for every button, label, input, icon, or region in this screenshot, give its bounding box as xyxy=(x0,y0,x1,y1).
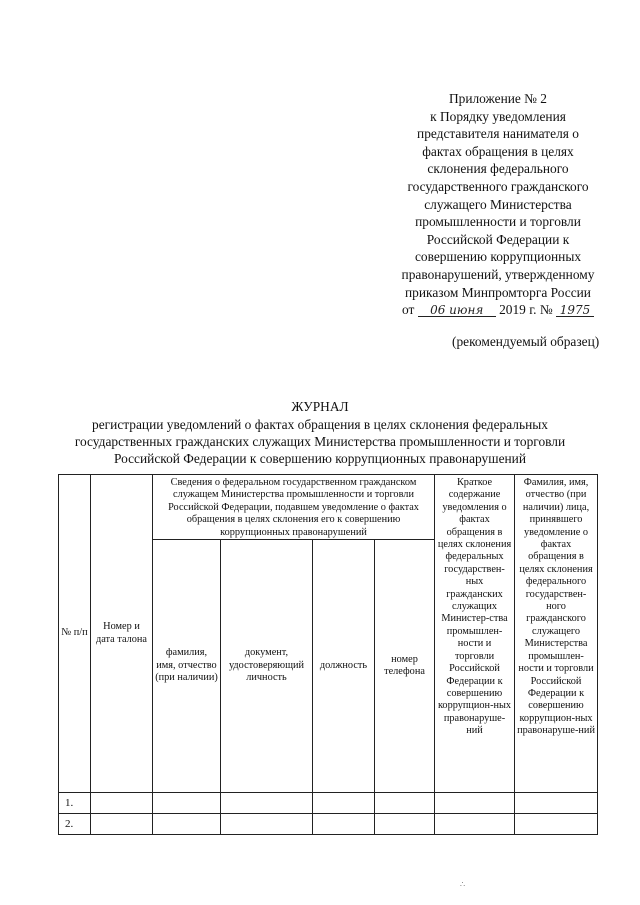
appendix-line: совершению коррупционных xyxy=(414,249,582,265)
appendix-line: приказом Минпромторга России xyxy=(405,284,591,300)
table-cell xyxy=(375,814,435,835)
subheader-position: должность xyxy=(313,540,375,793)
journal-table xyxy=(58,474,598,835)
journal-subtitle-line: регистрации уведомлений о фактах обращения в целях склонения федеральных xyxy=(92,417,548,432)
table-cell xyxy=(515,793,598,814)
order-date-line xyxy=(398,301,598,319)
appendix-line: к Порядку уведомления xyxy=(430,108,566,124)
table-cell xyxy=(153,793,221,814)
table-cell xyxy=(375,793,435,814)
header-receiver: Фамилия, имя, отчество (при наличии) лица, принявшего уведомление о фактах обращения в целях склонения федерального государствен-ного гражданского служащего Министерства промышлен-ности и торговли Российской Федерации к совершению коррупцион-ных правонаруше-ний xyxy=(515,475,598,793)
journal-title: ЖУРНАЛ xyxy=(291,399,349,414)
row-number: 1. xyxy=(59,793,91,814)
appendix-line: представителя нанимателя о xyxy=(417,126,579,142)
table-row xyxy=(59,814,598,835)
appendix-line: фактах обращения в целях xyxy=(422,143,574,159)
table-cell xyxy=(221,793,313,814)
subheader-document: документ, удостоверяющий личность xyxy=(221,540,313,793)
table-cell xyxy=(221,814,313,835)
table-cell xyxy=(313,793,375,814)
header-employee-info: Сведения о федеральном государственном гражданском служащем Министерства промышленности и торговли Российской Федерации, подавшем уведомление о фактах обращения в целях склонения его к совершению коррупционных правонарушений xyxy=(153,475,435,540)
appendix-line: государственного гражданского xyxy=(407,178,589,194)
appendix-line: Российской Федерации к xyxy=(426,231,570,247)
table-row xyxy=(59,793,598,814)
row-number: 2. xyxy=(59,814,91,835)
sample-label: (рекомендуемый образец) xyxy=(452,334,600,349)
table-cell xyxy=(515,814,598,835)
appendix-line: склонения федерального xyxy=(427,161,569,177)
handwritten-date: 06 июня xyxy=(418,304,496,317)
header-summary: Краткое содержание уведомления о фактах обращения в целях склонения федеральных государствен-ных гражданских служащих Министер-ства промышлен-ности и торговли Российской Федерации к совершению коррупцион-ных правонаруше-ний xyxy=(435,475,515,793)
header-number: № п/п xyxy=(59,475,91,793)
handwritten-number: 1975 xyxy=(556,304,594,317)
subheader-fio: фамилия, имя, отчество (при наличии) xyxy=(153,540,221,793)
table-cell xyxy=(153,814,221,835)
appendix-line: служащего Министерства xyxy=(424,196,572,212)
table-cell xyxy=(313,814,375,835)
table-cell xyxy=(91,793,153,814)
appendix-block xyxy=(398,90,598,319)
journal-subtitle-line: государственных гражданских служащих Министерства промышленности и торговли xyxy=(74,434,566,449)
appendix-line: промышленности и торговли xyxy=(415,214,581,230)
table-cell xyxy=(435,814,515,835)
date-prefix: от xyxy=(401,302,415,318)
table-cell xyxy=(435,793,515,814)
header-row xyxy=(59,475,598,540)
year-text: 2019 г. № xyxy=(499,302,553,318)
appendix-line: правонарушений, утвержденному xyxy=(401,266,595,282)
appendix-line: Приложение № 2 xyxy=(448,91,548,106)
journal-subtitle-line: Российской Федерации к совершению коррупционных правонарушений xyxy=(113,451,527,466)
scan-mark: ∴ xyxy=(460,880,466,889)
header-number-date: Номер и дата талона xyxy=(91,475,153,793)
subheader-phone: номер телефона xyxy=(375,540,435,793)
table-cell xyxy=(91,814,153,835)
